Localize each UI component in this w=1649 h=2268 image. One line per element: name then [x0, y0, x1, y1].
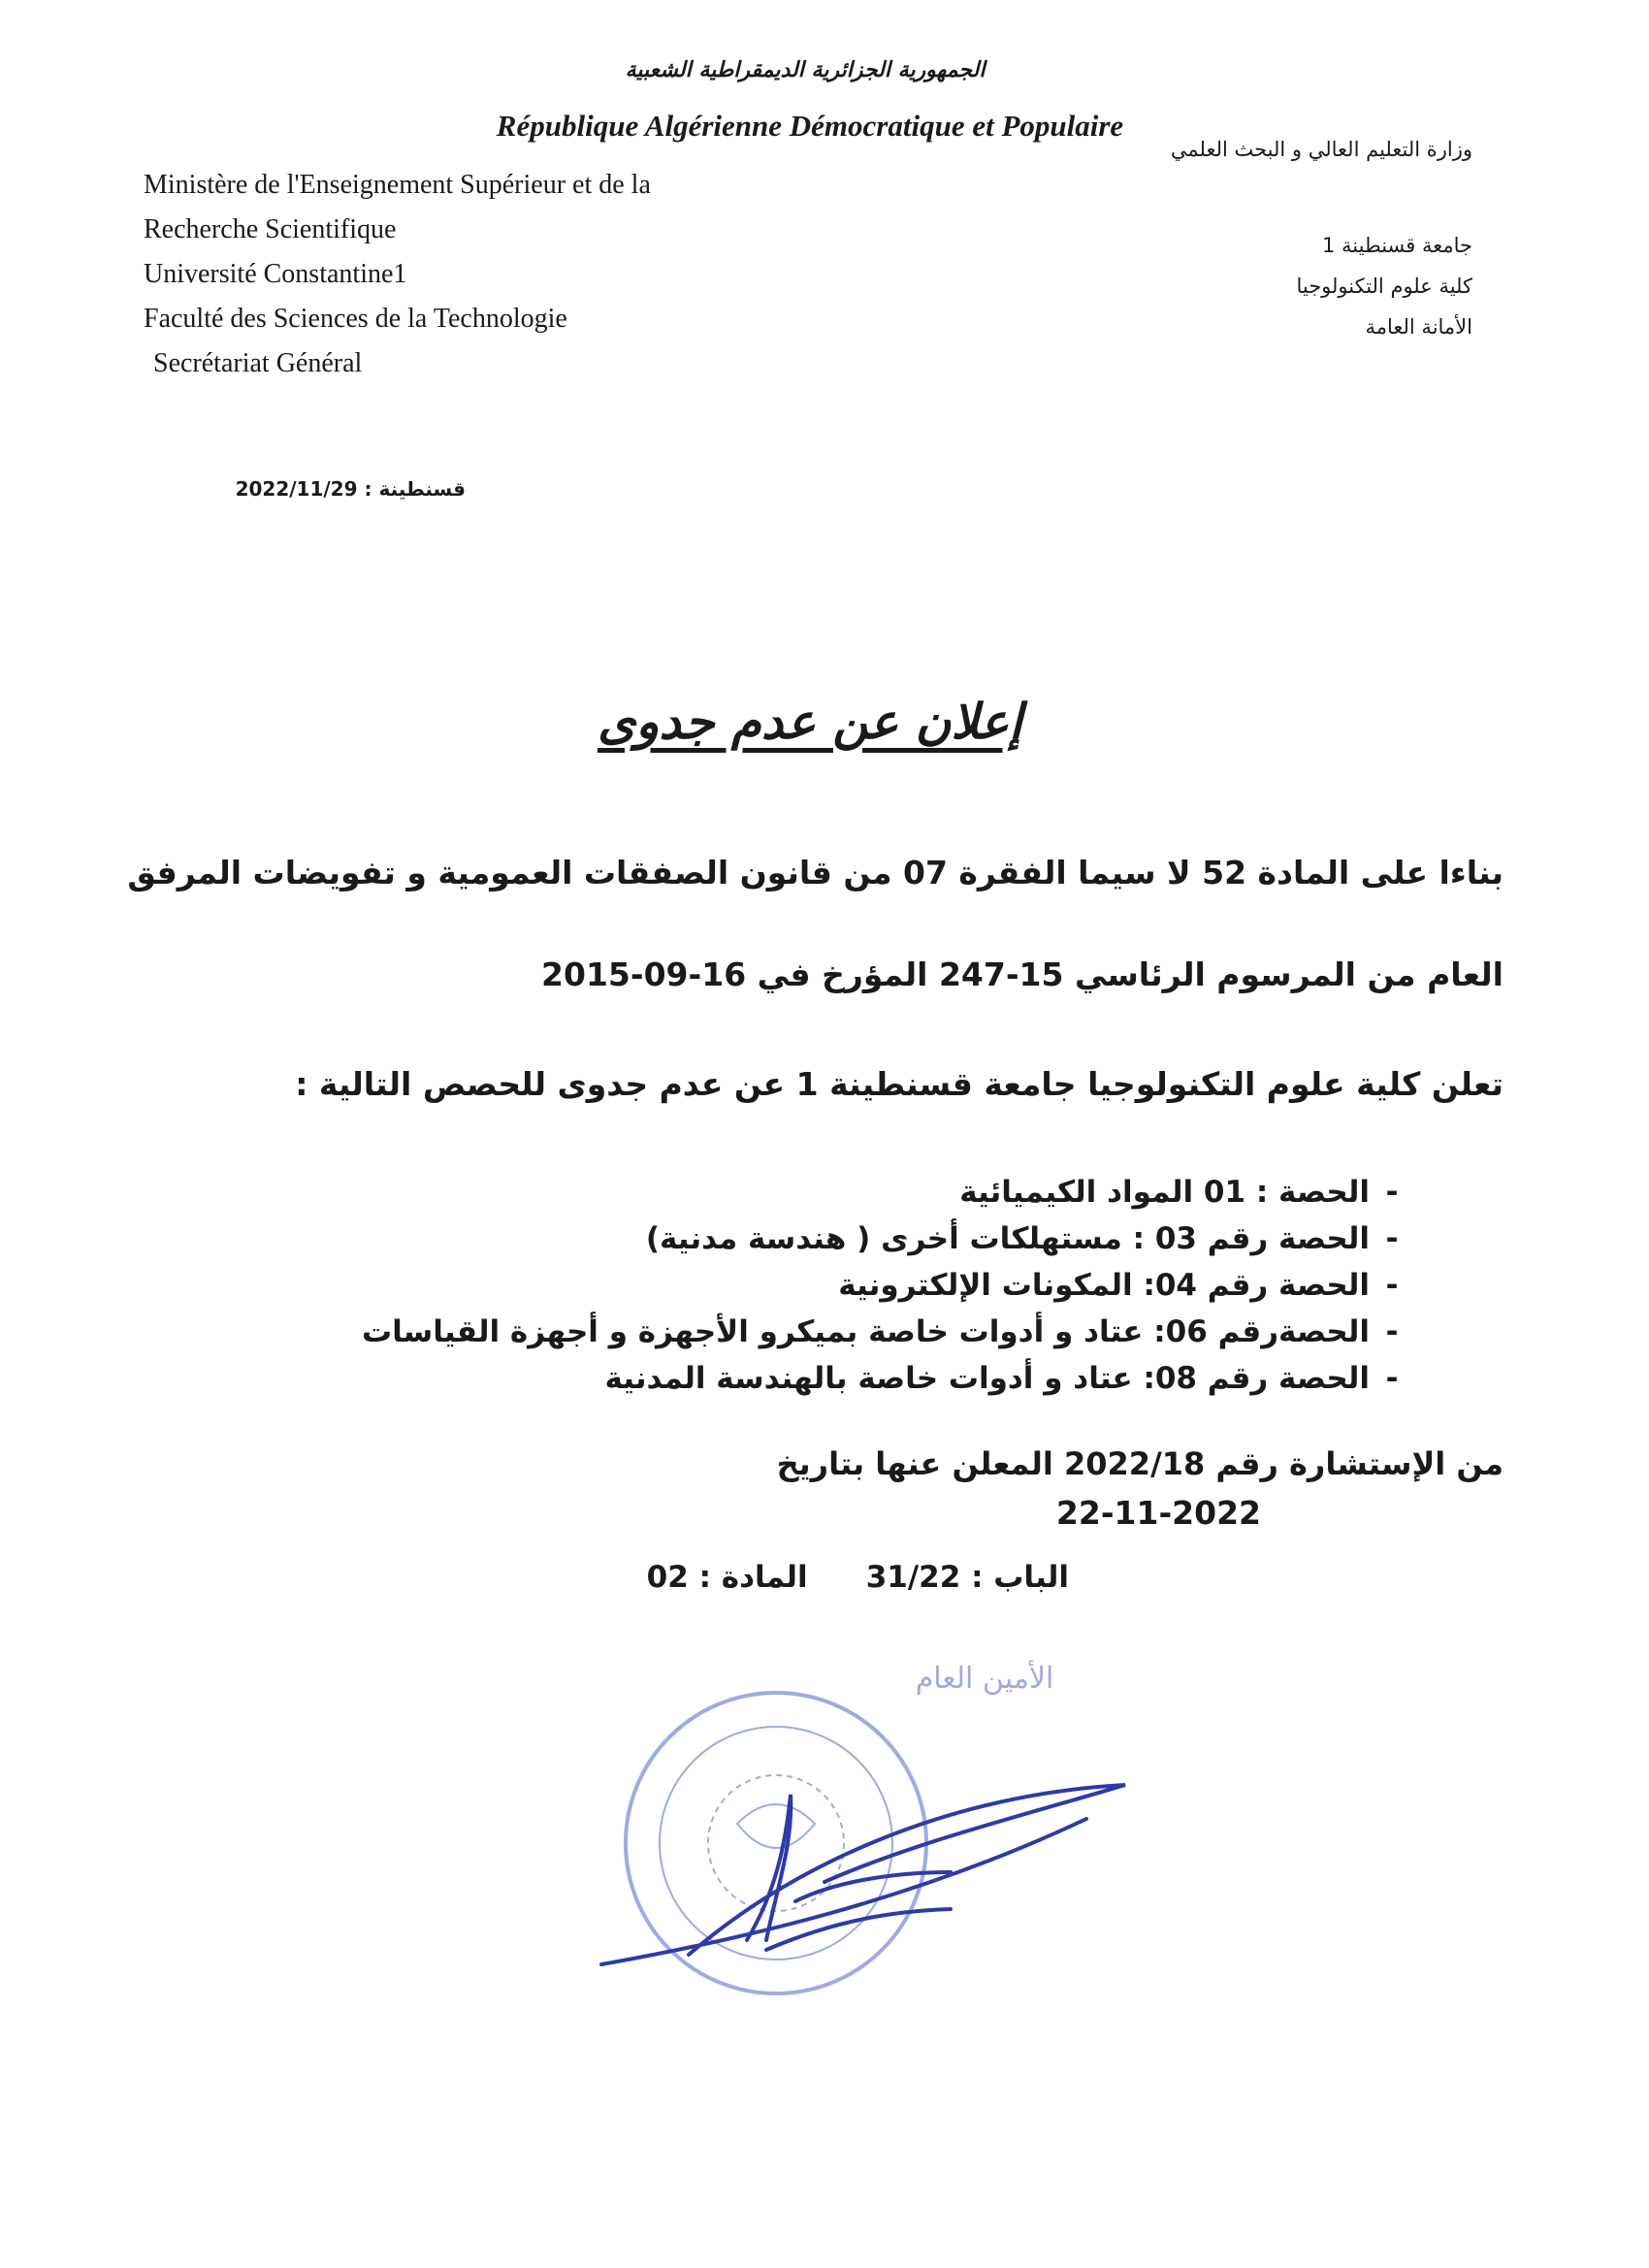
stamp-signatory-title: الأمين العام — [915, 1662, 1054, 1696]
list-item — [362, 1262, 1414, 1309]
list-marker: - — [1385, 1314, 1399, 1349]
signature-stroke — [747, 1795, 791, 1940]
stamp-outer-ring — [626, 1693, 926, 1993]
budget-line — [608, 1560, 1069, 1595]
consultation-line: من الإستشارة رقم 2022/18 المعلن عنها بتاريخ — [776, 1445, 1504, 1482]
lots-list — [362, 1169, 1414, 1402]
body-line-2: العام من المرسوم الرئاسي 15-247 المؤرخ في 16-09-2015 — [541, 956, 1504, 993]
arabic-secretariat-line: الأمانة العامة — [1365, 315, 1472, 339]
body-line-3: تعلن كلية علوم التكنولوجيا جامعة قسنطينة 1 عن عدم جدوى للحصص التالية : — [295, 1065, 1504, 1103]
lot-text: الحصة رقم 04: المكونات الإلكترونية — [838, 1268, 1370, 1303]
arabic-republic-header: الجمهورية الجزائرية الديمقراطية الشعبية — [625, 58, 986, 82]
signature-stroke — [795, 1872, 951, 1901]
list-item — [362, 1355, 1414, 1402]
signature-stroke — [601, 1819, 1086, 1964]
list-marker: - — [1385, 1175, 1399, 1210]
place-date: قسنطينة : 2022/11/29 — [235, 477, 466, 501]
lot-text: الحصة رقم 03 : مستهلكات أخرى ( هندسة مدنية) — [645, 1221, 1370, 1256]
budget-chapter: الباب : 31/22 — [865, 1560, 1069, 1595]
lot-text: الحصةرقم 06: عتاد و أدوات خاصة بميكرو الأجهزة و أجهزة القياسات — [361, 1314, 1370, 1349]
french-university-line: Université Constantine1 — [144, 259, 407, 289]
lot-text: الحصة : 01 المواد الكيميائية — [959, 1175, 1370, 1210]
list-item — [362, 1215, 1414, 1262]
french-ministry-line: Ministère de l'Enseignement Supérieur et de la — [144, 170, 651, 200]
budget-article: المادة : 02 — [646, 1560, 808, 1595]
list-marker: - — [1385, 1221, 1399, 1256]
list-item — [362, 1309, 1414, 1355]
french-secretariat-line: Secrétariat Général — [153, 348, 363, 378]
consultation-date: 22-11-2022 — [1055, 1494, 1261, 1532]
arabic-faculty-line: كلية علوم التكنولوجيا — [1296, 275, 1472, 298]
arabic-university-line: جامعة قسنطينة 1 — [1321, 234, 1472, 257]
french-republic-header: République Algérienne Démocratique et Populaire — [496, 109, 1124, 143]
official-stamp — [626, 1693, 926, 1993]
french-faculty-line: Faculté des Sciences de la Technologie — [144, 304, 567, 334]
arabic-institution-block — [1296, 225, 1472, 347]
stamp-crescent-icon — [737, 1804, 815, 1848]
list-item — [362, 1169, 1414, 1215]
list-marker: - — [1385, 1268, 1399, 1303]
list-marker: - — [1385, 1361, 1399, 1396]
lot-text: الحصة رقم 08: عتاد و أدوات خاصة بالهندسة المدنية — [604, 1361, 1370, 1396]
stamp-inner-ring — [660, 1727, 892, 1960]
announcement-title: إعلان عن عدم جدوى — [598, 694, 1022, 750]
arabic-ministry-header: وزارة التعليم العالي و البحث العلمي — [1170, 138, 1472, 161]
french-research-line: Recherche Scientifique — [144, 214, 397, 244]
official-stamp-and-signature — [543, 1649, 1145, 2066]
signature-stroke — [766, 1909, 951, 1950]
handwritten-signature — [601, 1785, 1125, 1964]
french-institution-block — [144, 163, 651, 386]
body-line-1: بناءا على المادة 52 لا سيما الفقرة 07 من قانون الصفقات العمومية و تفويضات المرفق — [127, 854, 1504, 891]
